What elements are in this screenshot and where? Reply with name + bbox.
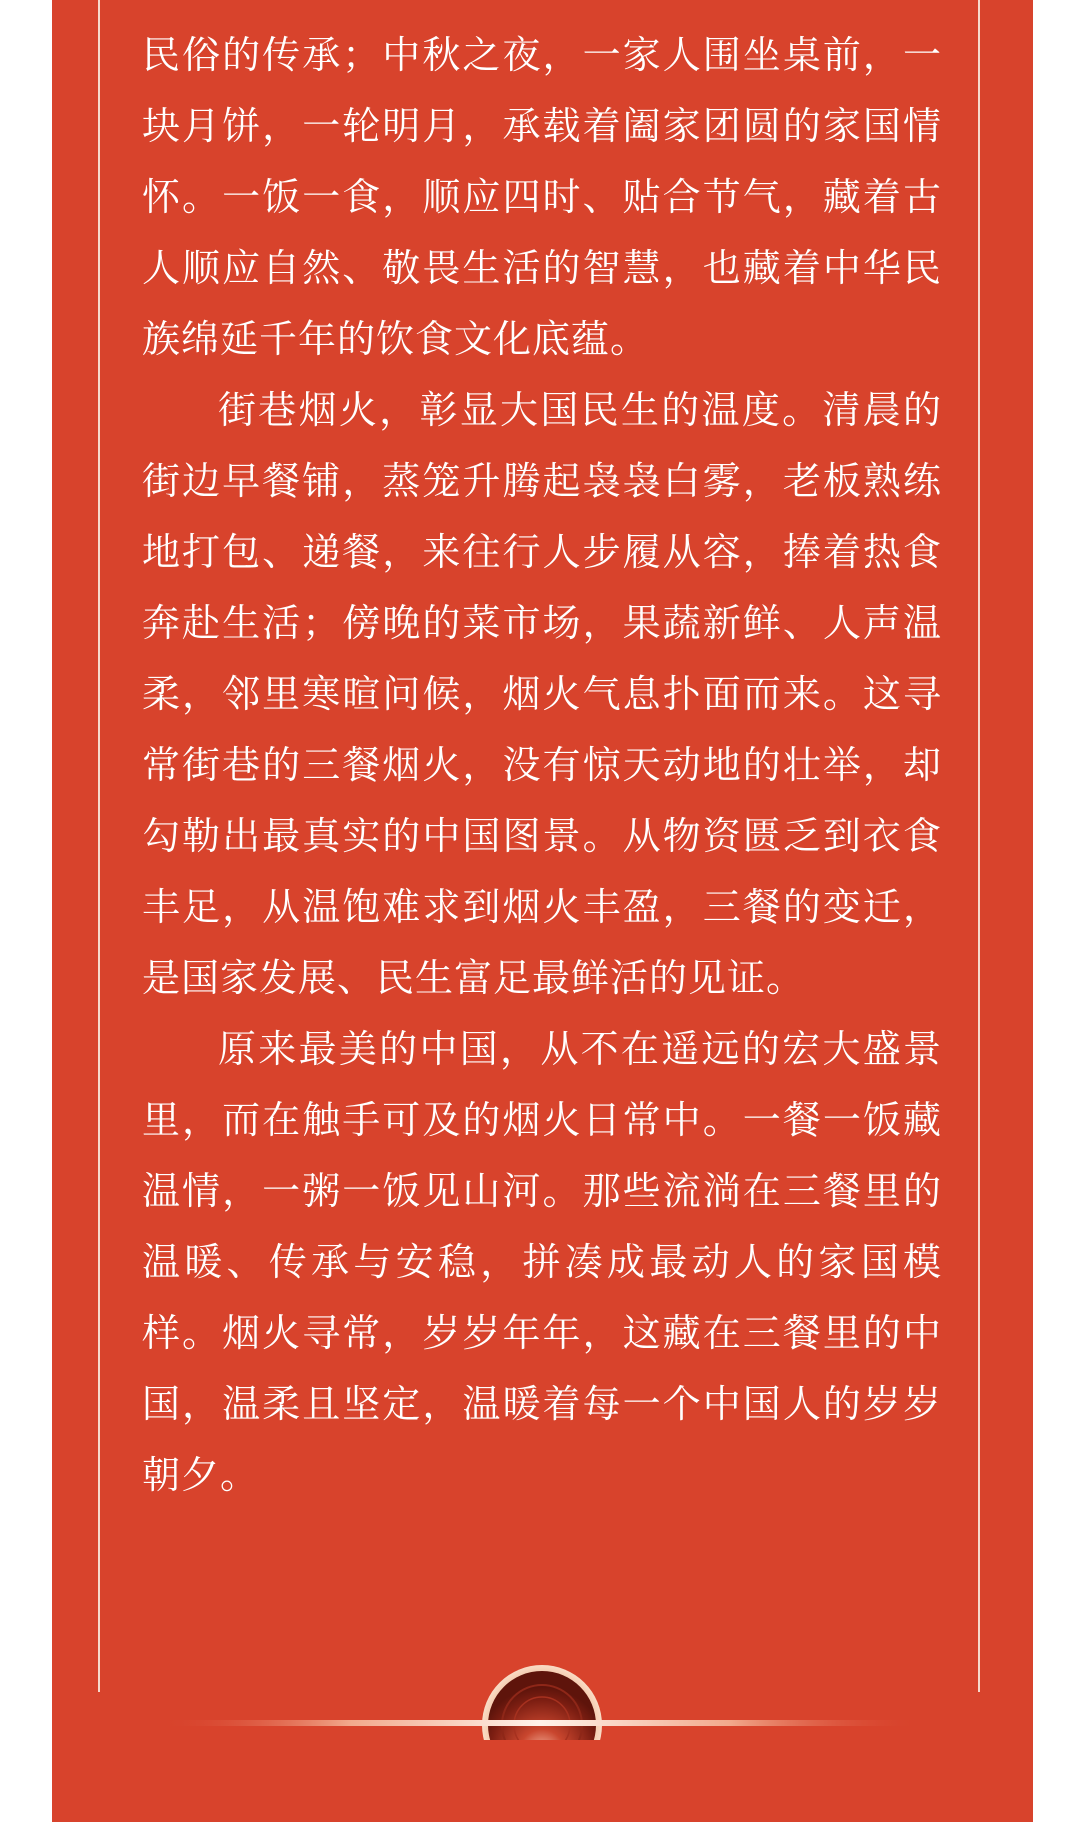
frame-border-left [98, 0, 100, 1692]
article-paragraph-1: 民俗的传承；中秋之夜，一家人围坐桌前，一块月饼，一轮明月，承载着阖家团圆的家国情怀。一饭一食，顺应四时、贴合节气，藏着古人顺应自然、敬畏生活的智慧，也藏着中华民族绵延千年的饮食文化底蕴。 [142, 33, 942, 361]
frame-border-right [978, 0, 980, 1692]
article-paragraph-2: 街巷烟火，彰显大国民生的温度。清晨的街边早餐铺，蒸笼升腾起袅袅白雾，老板熟练地打包、递餐，来往行人步履从容，捧着热食奔赴生活；傍晚的菜市场，果蔬新鲜、人声温柔，邻里寒暄问候，烟火气息扑面而来。这寻常街巷的三餐烟火，没有惊天动地的壮举，却勾勒出最真实的中国图景。从物资匮乏到衣食丰足，从温饱难求到烟火丰盈，三餐的变迁，是国家发展、民生富足最鲜活的见证。 [142, 388, 942, 1000]
article-paragraph-3: 原来最美的中国，从不在遥远的宏大盛景里，而在触手可及的烟火日常中。一餐一饭藏温情，一粥一饭见山河。那些流淌在三餐里的温暖、传承与安稳，拼凑成最动人的家国模样。烟火寻常，岁岁年年，这藏在三餐里的中国，温柔且坚定，温暖着每一个中国人的岁岁朝夕。 [142, 1027, 942, 1497]
disc-ornament-icon [0, 1640, 1080, 1740]
article-body [142, 20, 942, 1511]
